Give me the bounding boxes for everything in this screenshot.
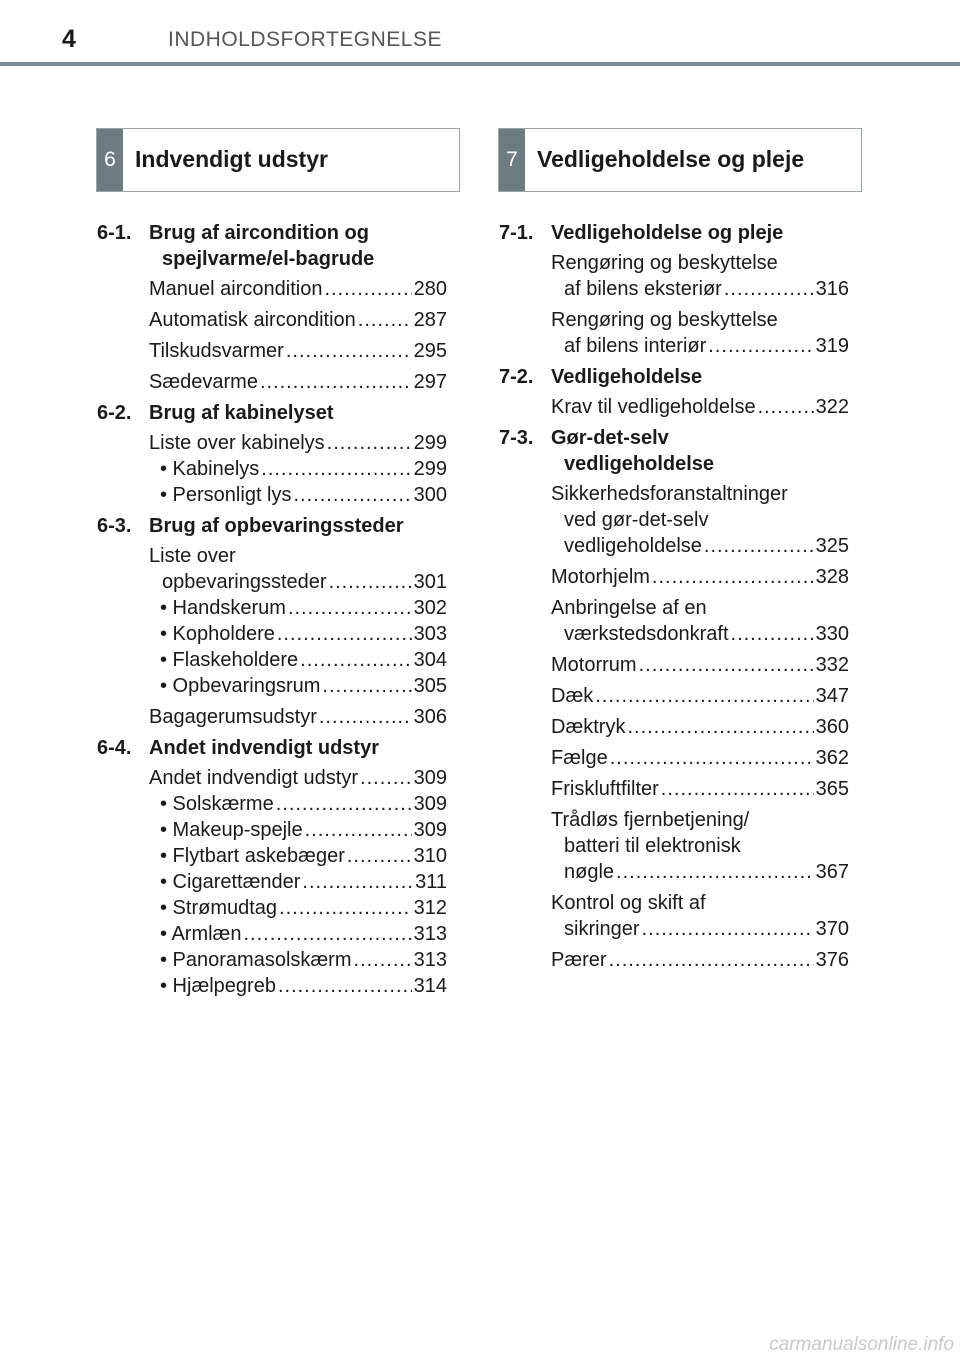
toc-item[interactable]: Bagagerumsudstyr ..... 306: [149, 704, 447, 730]
toc-item[interactable]: Anbringelse af en værkstedsdonkraft ..... 330: [551, 595, 849, 647]
toc-section-6-4[interactable]: 6-4. Andet indvendigt udstyr: [97, 737, 379, 759]
toc-item[interactable]: Pærer ..... 376: [551, 947, 849, 973]
toc-item[interactable]: Liste over kabinelys ..... 299: [149, 430, 447, 456]
toc-section-6-1[interactable]: 6-1. Brug af aircondition og spejlvarme/el-bagrude: [97, 222, 375, 270]
toc-subitem[interactable]: • Opbevaringsrum ..... 305: [160, 673, 447, 699]
header-title: INDHOLDSFORTEGNELSE: [168, 28, 442, 51]
watermark: carmanualsonline.info: [769, 1334, 954, 1355]
toc-item[interactable]: Tilskudsvarmer ..... 295: [149, 338, 447, 364]
toc-item[interactable]: Friskluftfilter ..... 365: [551, 776, 849, 802]
toc-section-7-2[interactable]: 7-2. Vedligeholdelse: [499, 366, 703, 388]
toc-section-7-3[interactable]: 7-3. Gør-det-selv vedligeholdelse: [499, 427, 715, 475]
toc-column-left: [97, 216, 447, 999]
toc-subitem[interactable]: • Cigarettænder ..... 311: [160, 869, 447, 895]
toc-item[interactable]: Motorrum ..... 332: [551, 652, 849, 678]
section-title: Vedligeholdelse og pleje: [537, 146, 805, 172]
toc-section-7-1[interactable]: 7-1. Vedligeholdelse og pleje: [499, 222, 784, 244]
toc-subitem[interactable]: • Strømudtag ..... 312: [160, 895, 447, 921]
toc-section-6-2[interactable]: 6-2. Brug af kabinelyset: [97, 402, 334, 424]
toc-item[interactable]: Liste over opbevaringssteder ..... 301: [149, 543, 447, 595]
toc-subitem[interactable]: • Flytbart askebæger ..... 310: [160, 843, 447, 869]
toc-item[interactable]: Sikkerhedsforanstaltninger ved gør-det-selv vedligeholdelse ..... 325: [551, 481, 849, 559]
toc-item[interactable]: Dæktryk ..... 360: [551, 714, 849, 740]
toc-subitem[interactable]: • Personligt lys ..... 300: [160, 482, 447, 508]
section-7-header: [498, 128, 862, 192]
section-tab: 7: [499, 129, 525, 191]
toc-item[interactable]: Andet indvendigt udstyr ..... 309: [149, 765, 447, 791]
toc-item[interactable]: Motorhjelm ..... 328: [551, 564, 849, 590]
toc-item[interactable]: Sædevarme ..... 297: [149, 369, 447, 395]
page-number: 4: [62, 25, 76, 53]
toc-subitem[interactable]: • Handskerum ..... 302: [160, 595, 447, 621]
section-6-header: [96, 128, 460, 192]
section-tab: 6: [97, 129, 123, 191]
toc-subitem[interactable]: • Armlæn ..... 313: [160, 921, 447, 947]
section-title: Indvendigt udstyr: [135, 146, 328, 172]
page-header: [0, 0, 960, 68]
toc-subitem[interactable]: • Kopholdere ..... 303: [160, 621, 447, 647]
toc-subitem[interactable]: • Panoramasolskærm ..... 313: [160, 947, 447, 973]
toc-subitem[interactable]: • Kabinelys ..... 299: [160, 456, 447, 482]
toc-item[interactable]: Manuel aircondition ..... 280: [149, 276, 447, 302]
toc-column-right: [499, 216, 849, 978]
toc-subitem[interactable]: • Makeup-spejle ..... 309: [160, 817, 447, 843]
toc-item[interactable]: Rengøring og beskyttelse af bilens eksteriør ..... 316: [551, 250, 849, 302]
toc-item[interactable]: Rengøring og beskyttelse af bilens interiør ..... 319: [551, 307, 849, 359]
toc-item[interactable]: Krav til vedligeholdelse ..... 322: [551, 394, 849, 420]
toc-subitem[interactable]: • Flaskeholdere ..... 304: [160, 647, 447, 673]
toc-item[interactable]: Automatisk aircondition ..... 287: [149, 307, 447, 333]
toc-subitem[interactable]: • Solskærme ..... 309: [160, 791, 447, 817]
toc-item[interactable]: Trådløs fjernbetjening/ batteri til elektronisk nøgle ..... 367: [551, 807, 849, 885]
toc-item[interactable]: Dæk ..... 347: [551, 683, 849, 709]
toc-section-6-3[interactable]: 6-3. Brug af opbevaringssteder: [97, 515, 404, 537]
toc-item[interactable]: Fælge ..... 362: [551, 745, 849, 771]
toc-subitem[interactable]: • Hjælpegreb ..... 314: [160, 973, 447, 999]
header-rule: [0, 62, 960, 66]
toc-item[interactable]: Kontrol og skift af sikringer ..... 370: [551, 890, 849, 942]
